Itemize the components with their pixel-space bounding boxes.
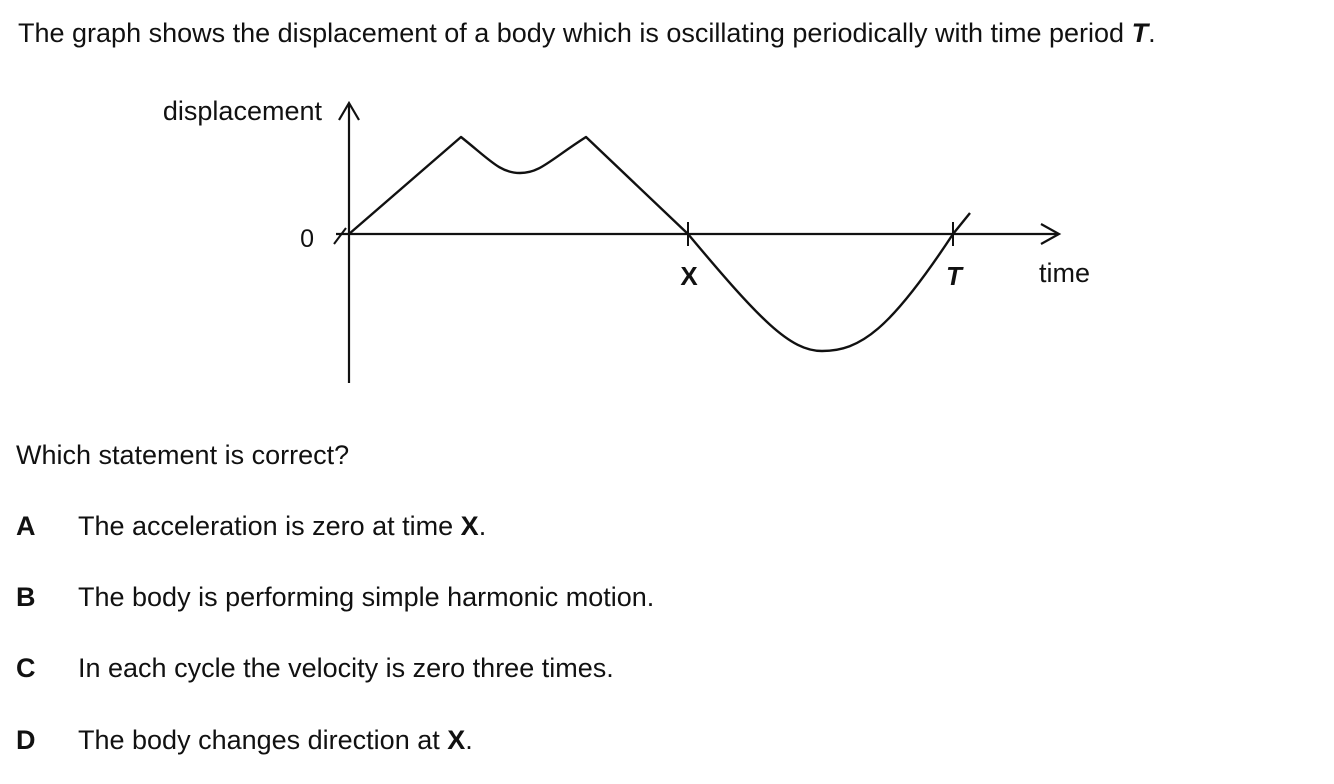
x-marker-label: X (680, 261, 698, 291)
displacement-curve (349, 137, 970, 351)
t-marker-label: T (946, 261, 962, 291)
question-intro: The graph shows the displacement of a body which is oscillating periodically with time period (18, 18, 1132, 48)
option-end: . (478, 511, 487, 541)
option-text: The acceleration is zero at time (78, 511, 461, 541)
option-letter: B (16, 582, 36, 612)
option-letter: D (16, 725, 36, 755)
period-symbol: T (1131, 18, 1149, 48)
option-text: The body is performing simple harmonic motion. (78, 582, 655, 612)
origin-label: 0 (300, 225, 314, 253)
option-text: The body changes direction at (78, 725, 448, 755)
option-text: In each cycle the velocity is zero three times. (78, 653, 614, 683)
question-end: . (1148, 18, 1156, 48)
option-letter: C (16, 653, 36, 683)
x-axis-label: time (1039, 258, 1091, 288)
option-bold: X (460, 511, 479, 541)
question-prompt: Which statement is correct? (16, 440, 350, 470)
option-bold: X (447, 725, 466, 755)
origin-tick (334, 228, 346, 244)
y-axis-label: displacement (162, 96, 322, 126)
option-b[interactable] (16, 580, 654, 614)
option-a[interactable] (16, 509, 486, 543)
option-c[interactable] (16, 651, 614, 685)
option-d[interactable] (16, 723, 473, 757)
option-end: . (465, 725, 473, 755)
option-letter: A (16, 511, 36, 541)
